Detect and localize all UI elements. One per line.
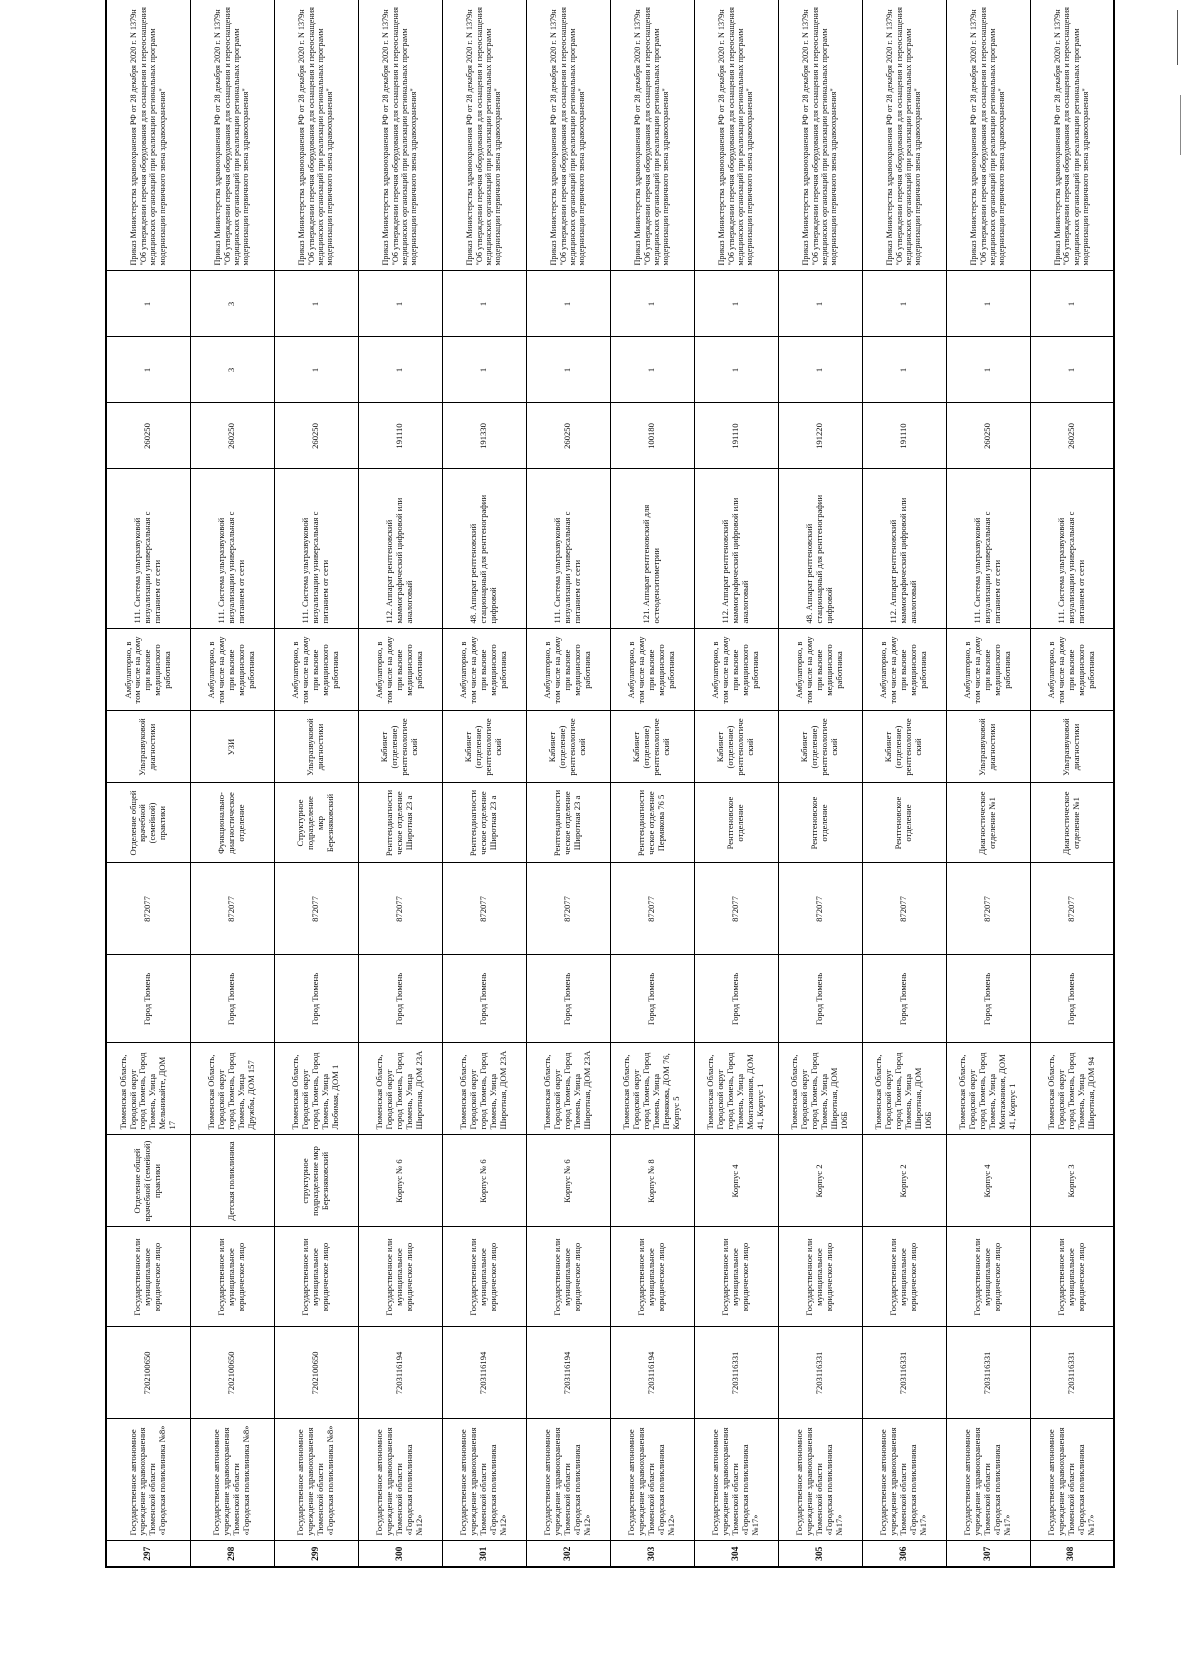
table-row — [1030, 0, 1114, 1567]
regulation-reference-cell: Приказ Министерства здравоохранения РФ от 28 декабря 2020 г. N 1379н "Об утверждении перечня оборудования для оснащения и переоснащения медицинских организаций при реализации региональных программ модернизации первичного звена здравоохранения" — [1030, 0, 1114, 271]
quantity-cell: 1 — [778, 337, 862, 403]
city-cell: Город Тюмень — [526, 955, 610, 1043]
division-name-cell: Корпус 4 — [946, 1135, 1030, 1227]
okato-code-cell: 872077 — [610, 863, 694, 955]
city-cell: Город Тюмень — [442, 955, 526, 1043]
care-conditions-cell: Амбулаторно, в том числе на дому при вызове медицинского работника — [442, 629, 526, 711]
table-row — [694, 0, 778, 1567]
address-cell: Тюменская Область, Городской округ город Тюмень, Город Тюмень, Улица Монтажников, ДОМ 41, Корпус 1 — [946, 1043, 1030, 1135]
care-conditions-cell: Амбулаторно, в том числе на дому при вызове медицинского работника — [778, 629, 862, 711]
division-name-cell: Корпус № 8 — [610, 1135, 694, 1227]
regulation-reference-cell: Приказ Министерства здравоохранения РФ от 28 декабря 2020 г. N 1379н "Об утверждении перечня оборудования для оснащения и переоснащения медицинских организаций при реализации региональных программ модернизации первичного звена здравоохранения" — [526, 0, 610, 271]
regulation-reference-cell: Приказ Министерства здравоохранения РФ от 28 декабря 2020 г. N 1379н "Об утверждении перечня оборудования для оснащения и переоснащения медицинских организаций при реализации региональных программ модернизации первичного звена здравоохранения" — [778, 0, 862, 271]
row-number-cell: 304 — [694, 1541, 778, 1567]
row-number-cell: 302 — [526, 1541, 610, 1567]
equipment-code-cell: 260250 — [274, 403, 358, 469]
unit-name-cell: Рентгендиагностическое отделение Широтная 23 а — [442, 783, 526, 863]
care-conditions-cell: Амбулаторно, в том числе на дому при вызове медицинского работника — [190, 629, 274, 711]
inn-code-cell: 7203116194 — [442, 1327, 526, 1419]
quantity-cell: 1 — [946, 337, 1030, 403]
unit-name-cell: Структурное подразделение мкр Березняковский — [274, 783, 358, 863]
address-cell: Тюменская Область, Городской округ город Тюмень, Город Тюмень, Улица Широтная, ДОМ 23А — [442, 1043, 526, 1135]
okato-code-cell: 872077 — [442, 863, 526, 955]
scanned-rotated-page — [105, 7, 1113, 1568]
equipment-code-cell: 260250 — [106, 403, 190, 469]
row-number-cell: 305 — [778, 1541, 862, 1567]
care-conditions-cell: Амбулаторно, в том числе на дому при вызове медицинского работника — [862, 629, 946, 711]
cabinet-name-cell: УЗИ — [190, 711, 274, 783]
organization-name-cell: Государственное автономное учреждение здравоохранения Тюменской области «Городская поликлиника №8» — [190, 1419, 274, 1541]
equipment-code-cell: 260250 — [190, 403, 274, 469]
quantity-required-cell: 1 — [526, 271, 610, 337]
organization-name-cell: Государственное автономное учреждение здравоохранения Тюменской области «Городская поликлиника №8» — [274, 1419, 358, 1541]
legal-entity-type-cell: Государственное или муниципальное юридическое лицо — [946, 1227, 1030, 1327]
care-conditions-cell: Амбулаторно, в том числе на дому при вызове медицинского работника — [1030, 629, 1114, 711]
equipment-code-cell: 191110 — [862, 403, 946, 469]
quantity-cell: 1 — [358, 337, 442, 403]
quantity-cell: 1 — [610, 337, 694, 403]
address-cell: Тюменская Область, Городской округ город Тюмень, Город Тюмень, Улица Широтная, ДОМ 106Б — [778, 1043, 862, 1135]
legal-entity-type-cell: Государственное или муниципальное юридическое лицо — [862, 1227, 946, 1327]
table-row — [106, 0, 190, 1567]
regulation-reference-cell: Приказ Министерства здравоохранения РФ от 28 декабря 2020 г. N 1379н "Об утверждении перечня оборудования для оснащения и переоснащения медицинских организаций при реализации региональных программ модернизации первичного звена здравоохранения" — [610, 0, 694, 271]
address-cell: Тюменская Область, Городской округ город Тюмень, Город Тюмень, Улица Широтная, ДОМ 106Б — [862, 1043, 946, 1135]
legal-entity-type-cell: Государственное или муниципальное юридическое лицо — [526, 1227, 610, 1327]
inn-code-cell: 7202100650 — [274, 1327, 358, 1419]
row-number-cell: 307 — [946, 1541, 1030, 1567]
inn-code-cell: 7203116194 — [358, 1327, 442, 1419]
quantity-cell: 1 — [526, 337, 610, 403]
equipment-code-cell: 191110 — [694, 403, 778, 469]
table-row — [358, 0, 442, 1567]
regulation-reference-cell: Приказ Министерства здравоохранения РФ от 28 декабря 2020 г. N 1379н "Об утверждении перечня оборудования для оснащения и переоснащения медицинских организаций при реализации региональных программ модернизации первичного звена здравоохранения" — [862, 0, 946, 271]
unit-name-cell: Диагностическое отделение №1 — [946, 783, 1030, 863]
unit-name-cell: Рентгеновское отделение — [778, 783, 862, 863]
cabinet-name-cell: Ультразвуковой диагностики — [106, 711, 190, 783]
city-cell: Город Тюмень — [694, 955, 778, 1043]
unit-name-cell: Функционально-диагностическое отделение — [190, 783, 274, 863]
legal-entity-type-cell: Государственное или муниципальное юридическое лицо — [610, 1227, 694, 1327]
care-conditions-cell: Амбулаторно, в том числе на дому при вызове медицинского работника — [358, 629, 442, 711]
quantity-cell: 1 — [274, 337, 358, 403]
quantity-cell: 3 — [190, 337, 274, 403]
legal-entity-type-cell: Государственное или муниципальное юридическое лицо — [778, 1227, 862, 1327]
organization-name-cell: Государственное автономное учреждение здравоохранения Тюменской области «Городская поликлиника №17» — [778, 1419, 862, 1541]
division-name-cell: Корпус 2 — [862, 1135, 946, 1227]
quantity-required-cell: 1 — [946, 271, 1030, 337]
unit-name-cell: Отделение общей врачебной (семейной) практики — [106, 783, 190, 863]
division-name-cell: Корпус № 6 — [526, 1135, 610, 1227]
okato-code-cell: 872077 — [862, 863, 946, 955]
division-name-cell: Корпус № 6 — [442, 1135, 526, 1227]
division-name-cell: Корпус 4 — [694, 1135, 778, 1227]
equipment-code-cell: 260250 — [946, 403, 1030, 469]
equipment-name-cell: 111. Система ультразвуковой визуализации универсальная с питанием от сети — [946, 469, 1030, 629]
care-conditions-cell: Амбулаторно, в том числе на дому при вызове медицинского работника — [526, 629, 610, 711]
unit-name-cell: Рентгеновское отделение — [694, 783, 778, 863]
cabinet-name-cell: Кабинет (отделение) рентгенологический — [778, 711, 862, 783]
division-name-cell: Отделение общей врачебной (семейной) практики — [106, 1135, 190, 1227]
inn-code-cell: 7203116331 — [946, 1327, 1030, 1419]
okato-code-cell: 872077 — [190, 863, 274, 955]
equipment-name-cell: 111. Система ультразвуковой визуализации универсальная с питанием от сети — [274, 469, 358, 629]
equipment-code-cell: 191220 — [778, 403, 862, 469]
quantity-required-cell: 1 — [358, 271, 442, 337]
okato-code-cell: 872077 — [778, 863, 862, 955]
regulation-reference-cell: Приказ Министерства здравоохранения РФ от 28 декабря 2020 г. N 1379н "Об утверждении перечня оборудования для оснащения и переоснащения медицинских организаций при реализации региональных программ модернизации первичного звена здравоохранения" — [694, 0, 778, 271]
table-row — [862, 0, 946, 1567]
table-row — [442, 0, 526, 1567]
quantity-required-cell: 1 — [694, 271, 778, 337]
cabinet-name-cell: Ультразвуковой диагностики — [274, 711, 358, 783]
quantity-cell: 1 — [1030, 337, 1114, 403]
city-cell: Город Тюмень — [610, 955, 694, 1043]
organization-name-cell: Государственное автономное учреждение здравоохранения Тюменской области «Городская поликлиника №12» — [358, 1419, 442, 1541]
inn-code-cell: 7203116331 — [778, 1327, 862, 1419]
inn-code-cell: 7202100650 — [106, 1327, 190, 1419]
legal-entity-type-cell: Государственное или муниципальное юридическое лицо — [694, 1227, 778, 1327]
quantity-cell: 1 — [442, 337, 526, 403]
address-cell: Тюменская Область, Городской округ город Тюмень, Город Тюмень, Улица Монтажников, ДОМ 41, Корпус 1 — [694, 1043, 778, 1135]
care-conditions-cell: Амбулаторно, в том числе на дому при вызове медицинского работника — [610, 629, 694, 711]
regulation-reference-cell: Приказ Министерства здравоохранения РФ от 28 декабря 2020 г. N 1379н "Об утверждении перечня оборудования для оснащения и переоснащения медицинских организаций при реализации региональных программ модернизации первичного звена здравоохранения" — [442, 0, 526, 271]
equipment-code-cell: 191110 — [358, 403, 442, 469]
inn-code-cell: 7203116331 — [862, 1327, 946, 1419]
address-cell: Тюменская Область, Городской округ город Тюмень, Город Тюмень, Улица Пермякова, ДОМ 76, Корпус 5 — [610, 1043, 694, 1135]
regulation-reference-cell: Приказ Министерства здравоохранения РФ от 28 декабря 2020 г. N 1379н "Об утверждении перечня оборудования для оснащения и переоснащения медицинских организаций при реализации региональных программ модернизации первичного звена здравоохранения" — [358, 0, 442, 271]
city-cell: Город Тюмень — [1030, 955, 1114, 1043]
unit-name-cell: Диагностическое отделение №1 — [1030, 783, 1114, 863]
organization-name-cell: Государственное автономное учреждение здравоохранения Тюменской области «Городская поликлиника №12» — [442, 1419, 526, 1541]
legal-entity-type-cell: Государственное или муниципальное юридическое лицо — [1030, 1227, 1114, 1327]
okato-code-cell: 872077 — [106, 863, 190, 955]
table-row — [274, 0, 358, 1567]
inn-code-cell: 7203116194 — [610, 1327, 694, 1419]
equipment-name-cell: 111. Система ультразвуковой визуализации универсальная с питанием от сети — [526, 469, 610, 629]
unit-name-cell: Рентгеновское отделение — [862, 783, 946, 863]
care-conditions-cell: Амбулаторно, в том числе на дому при вызове медицинского работника — [946, 629, 1030, 711]
regulation-reference-cell: Приказ Министерства здравоохранения РФ от 28 декабря 2020 г. N 1379н "Об утверждении перечня оборудования для оснащения и переоснащения медицинских организаций при реализации региональных программ модернизации первичного звена здравоохранения" — [946, 0, 1030, 271]
quantity-required-cell: 3 — [190, 271, 274, 337]
equipment-name-cell: 48. Аппарат рентгеновский стационарный для рентгенографии цифровой — [778, 469, 862, 629]
row-number-cell: 299 — [274, 1541, 358, 1567]
quantity-cell: 1 — [106, 337, 190, 403]
inn-code-cell: 7203116194 — [526, 1327, 610, 1419]
scan-edge-mark — [1177, 10, 1178, 65]
quantity-cell: 1 — [862, 337, 946, 403]
quantity-required-cell: 1 — [442, 271, 526, 337]
division-name-cell: Корпус № 6 — [358, 1135, 442, 1227]
city-cell: Город Тюмень — [274, 955, 358, 1043]
city-cell: Город Тюмень — [190, 955, 274, 1043]
regulation-reference-cell: Приказ Министерства здравоохранения РФ от 28 декабря 2020 г. N 1379н "Об утверждении перечня оборудования для оснащения и переоснащения медицинских организаций при реализации региональных программ модернизации первичного звена здравоохранения" — [274, 0, 358, 271]
equipment-name-cell: 48. Аппарат рентгеновский стационарный для рентгенографии цифровой — [442, 469, 526, 629]
cabinet-name-cell: Ультразвуковой диагностики — [1030, 711, 1114, 783]
equipment-name-cell: 111. Система ультразвуковой визуализации универсальная с питанием от сети — [106, 469, 190, 629]
quantity-required-cell: 1 — [610, 271, 694, 337]
regulation-reference-cell: Приказ Министерства здравоохранения РФ от 28 декабря 2020 г. N 1379н "Об утверждении перечня оборудования для оснащения и переоснащения медицинских организаций при реализации региональных программ модернизации первичного звена здравоохранения" — [106, 0, 190, 271]
city-cell: Город Тюмень — [946, 955, 1030, 1043]
okato-code-cell: 872077 — [694, 863, 778, 955]
inn-code-cell: 7203116331 — [1030, 1327, 1114, 1419]
address-cell: Тюменская Область, Городской округ город Тюмень, Город Тюмень, Улица Любимая, ДОМ 1 — [274, 1043, 358, 1135]
okato-code-cell: 872077 — [358, 863, 442, 955]
cabinet-name-cell: Ультразвуковой диагностики — [946, 711, 1030, 783]
unit-name-cell: Рентгендиагностическое отделение Широтная 23 а — [358, 783, 442, 863]
equipment-name-cell: 112. Аппарат рентгеновский маммографический цифровой или аналоговый — [862, 469, 946, 629]
division-name-cell: Детская поликлиника — [190, 1135, 274, 1227]
row-number-cell: 300 — [358, 1541, 442, 1567]
quantity-cell: 1 — [694, 337, 778, 403]
cabinet-name-cell: Кабинет (отделение) рентгенологический — [694, 711, 778, 783]
unit-name-cell: Рентгендиагностическое отделение Пермякова 76 5 — [610, 783, 694, 863]
city-cell: Город Тюмень — [358, 955, 442, 1043]
cabinet-name-cell: Кабинет (отделение) рентгенологический — [358, 711, 442, 783]
organization-name-cell: Государственное автономное учреждение здравоохранения Тюменской области «Городская поликлиника №17» — [1030, 1419, 1114, 1541]
equipment-code-cell: 100180 — [610, 403, 694, 469]
address-cell: Тюменская Область, Городской округ город Тюмень, Город Тюмень, Улица Широтная, ДОМ 23А — [358, 1043, 442, 1135]
row-number-cell: 308 — [1030, 1541, 1114, 1567]
equipment-code-cell: 260250 — [526, 403, 610, 469]
city-cell: Город Тюмень — [862, 955, 946, 1043]
cabinet-name-cell: Кабинет (отделение) рентгенологический — [610, 711, 694, 783]
equipment-name-cell: 112. Аппарат рентгеновский маммографический цифровой или аналоговый — [694, 469, 778, 629]
equipment-name-cell: 112. Аппарат рентгеновский маммографический цифровой или аналоговый — [358, 469, 442, 629]
cabinet-name-cell: Кабинет (отделение) рентгенологический — [526, 711, 610, 783]
unit-name-cell: Рентгендиагностическое отделение Широтная 23 а — [526, 783, 610, 863]
equipment-code-cell: 191330 — [442, 403, 526, 469]
care-conditions-cell: Амбулаторно, в том числе на дому при вызове медицинского работника — [106, 629, 190, 711]
address-cell: Тюменская Область, Городской округ город Тюмень, Город Тюмень, Улица Широтная, ДОМ 23А — [526, 1043, 610, 1135]
table-row — [610, 0, 694, 1567]
regulation-reference-cell: Приказ Министерства здравоохранения РФ от 28 декабря 2020 г. N 1379н "Об утверждении перечня оборудования для оснащения и переоснащения медицинских организаций при реализации региональных программ модернизации первичного звена здравоохранения" — [190, 0, 274, 271]
equipment-name-cell: 111. Система ультразвуковой визуализации универсальная с питанием от сети — [1030, 469, 1114, 629]
row-number-cell: 297 — [106, 1541, 190, 1567]
cabinet-name-cell: Кабинет (отделение) рентгенологический — [442, 711, 526, 783]
quantity-required-cell: 1 — [862, 271, 946, 337]
address-cell: Тюменская Область, Городской округ город Тюмень, Город Тюмень, Улица Мельникайте, ДОМ 17 — [106, 1043, 190, 1135]
care-conditions-cell: Амбулаторно, в том числе на дому при вызове медицинского работника — [274, 629, 358, 711]
equipment-code-cell: 260250 — [1030, 403, 1114, 469]
legal-entity-type-cell: Государственное или муниципальное юридическое лицо — [442, 1227, 526, 1327]
division-name-cell: структурное подразделение мкр Березняковский — [274, 1135, 358, 1227]
organization-name-cell: Государственное автономное учреждение здравоохранения Тюменской области «Городская поликлиника №12» — [610, 1419, 694, 1541]
division-name-cell: Корпус 3 — [1030, 1135, 1114, 1227]
row-number-cell: 298 — [190, 1541, 274, 1567]
legal-entity-type-cell: Государственное или муниципальное юридическое лицо — [190, 1227, 274, 1327]
row-number-cell: 303 — [610, 1541, 694, 1567]
equipment-name-cell: 121. Аппарат рентгеновский для остеоденситометрии — [610, 469, 694, 629]
okato-code-cell: 872077 — [1030, 863, 1114, 955]
quantity-required-cell: 1 — [106, 271, 190, 337]
quantity-required-cell: 1 — [1030, 271, 1114, 337]
okato-code-cell: 872077 — [526, 863, 610, 955]
city-cell: Город Тюмень — [778, 955, 862, 1043]
organization-name-cell: Государственное автономное учреждение здравоохранения Тюменской области «Городская поликлиника №8» — [106, 1419, 190, 1541]
address-cell: Тюменская Область, Городской округ город Тюмень, Город Тюмень, Улица Дружбы, ДОМ 157 — [190, 1043, 274, 1135]
equipment-name-cell: 111. Система ультразвуковой визуализации универсальная с питанием от сети — [190, 469, 274, 629]
inn-code-cell: 7203116331 — [694, 1327, 778, 1419]
table-row — [190, 0, 274, 1567]
quantity-required-cell: 1 — [274, 271, 358, 337]
legal-entity-type-cell: Государственное или муниципальное юридическое лицо — [274, 1227, 358, 1327]
legal-entity-type-cell: Государственное или муниципальное юридическое лицо — [358, 1227, 442, 1327]
care-conditions-cell: Амбулаторно, в том числе на дому при вызове медицинского работника — [694, 629, 778, 711]
cabinet-name-cell: Кабинет (отделение) рентгенологический — [862, 711, 946, 783]
division-name-cell: Корпус 2 — [778, 1135, 862, 1227]
okato-code-cell: 872077 — [274, 863, 358, 955]
row-number-cell: 306 — [862, 1541, 946, 1567]
table-row — [778, 0, 862, 1567]
organization-name-cell: Государственное автономное учреждение здравоохранения Тюменской области «Городская поликлиника №17» — [946, 1419, 1030, 1541]
legal-entity-type-cell: Государственное или муниципальное юридическое лицо — [106, 1227, 190, 1327]
scan-edge-mark — [1180, 95, 1181, 155]
quantity-required-cell: 1 — [778, 271, 862, 337]
table-row — [946, 0, 1030, 1567]
table-row — [526, 0, 610, 1567]
inn-code-cell: 7202100650 — [190, 1327, 274, 1419]
organization-name-cell: Государственное автономное учреждение здравоохранения Тюменской области «Городская поликлиника №17» — [694, 1419, 778, 1541]
okato-code-cell: 872077 — [946, 863, 1030, 955]
address-cell: Тюменская Область, Городской округ город Тюмень, Город Тюмень, Улица Широтная, ДОМ 94 — [1030, 1043, 1114, 1135]
organization-name-cell: Государственное автономное учреждение здравоохранения Тюменской области «Городская поликлиника №17» — [862, 1419, 946, 1541]
city-cell: Город Тюмень — [106, 955, 190, 1043]
organization-name-cell: Государственное автономное учреждение здравоохранения Тюменской области «Городская поликлиника №12» — [526, 1419, 610, 1541]
equipment-register-table — [105, 0, 1115, 1568]
row-number-cell: 301 — [442, 1541, 526, 1567]
